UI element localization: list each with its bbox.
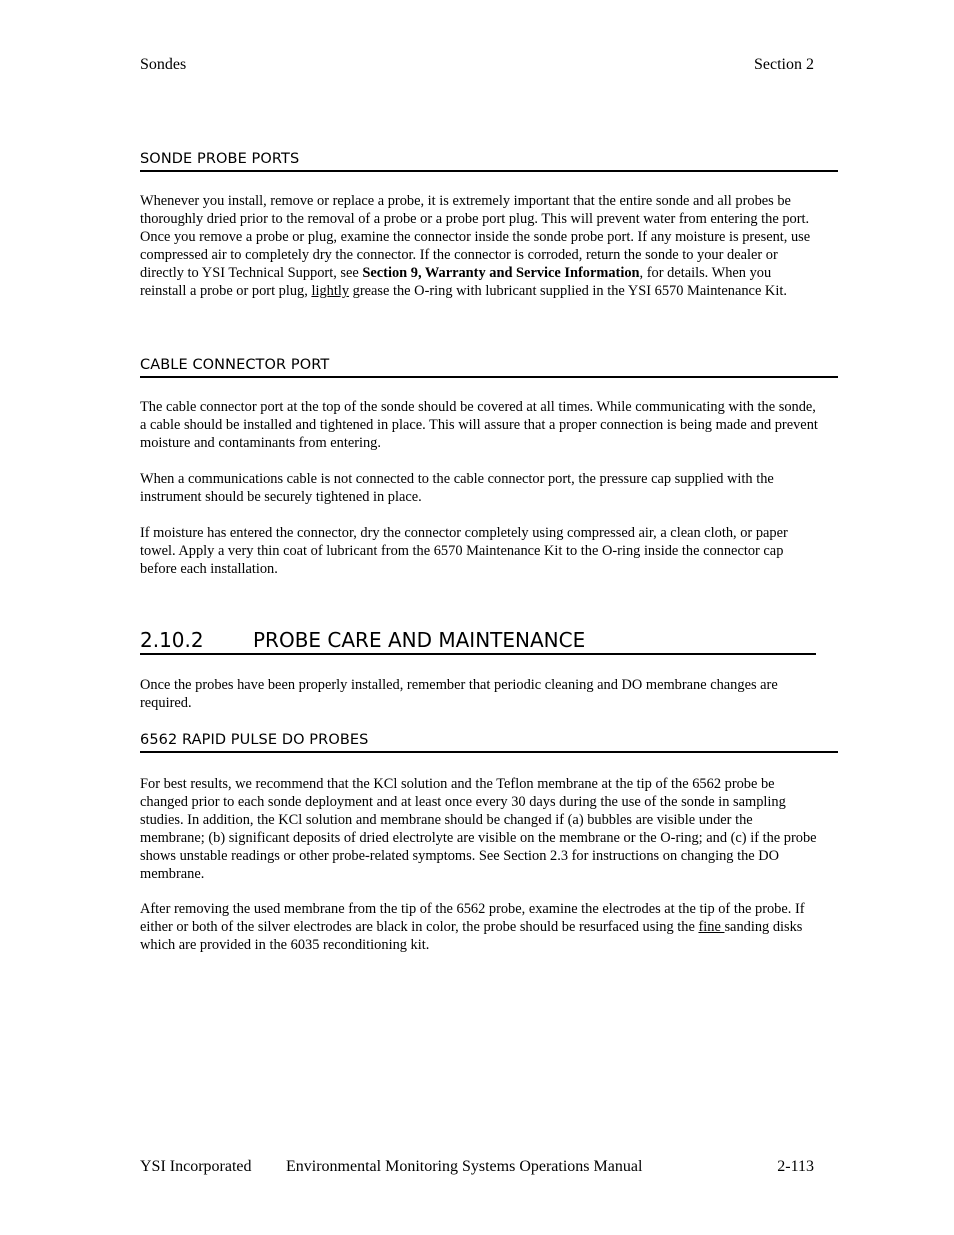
section-title-cable-connector: CABLE CONNECTOR PORT bbox=[140, 357, 838, 378]
paragraph-probe-care: Once the probes have been properly installed, remember that periodic cleaning and DO membrane changes are required. bbox=[140, 677, 778, 711]
footer-page-number: 2-113 bbox=[777, 1158, 814, 1175]
paragraph-cable-3: If moisture has entered the connector, dry the connector completely using compressed air, a clean cloth, or paper towel. Apply a very thin coat of lubricant from the 6570 Maintenance Kit to the O-ring inside the connector cap before each installation. bbox=[140, 525, 788, 577]
section-title-6562: 6562 RAPID PULSE DO PROBES bbox=[140, 732, 838, 753]
footer-company: YSI Incorporated bbox=[140, 1158, 252, 1175]
heading-title: PROBE CARE AND MAINTENANCE bbox=[253, 628, 586, 652]
section-title-probe-ports: SONDE PROBE PORTS bbox=[140, 151, 838, 172]
header-left: Sondes bbox=[140, 56, 187, 73]
paragraph-cable-1: The cable connector port at the top of the sonde should be covered at all times. While communicating with the sonde, a cable should be installed and tightened in place. This will assure that a proper connection is being made and prevent moisture and contaminants from entering. bbox=[140, 399, 818, 451]
emphasis-fine: fine bbox=[698, 919, 725, 935]
heading-probe-care bbox=[140, 628, 816, 655]
heading-number: 2.10.2 bbox=[140, 628, 204, 652]
warranty-reference: Section 9, Warranty and Service Information bbox=[362, 265, 640, 281]
paragraph-6562-2: After removing the used membrane from the tip of the 6562 probe, examine the electrodes at the tip of the probe. If either or both of the silver electrodes are black in color, the probe should be resurfaced using the fine sanding disks which are provided in the 6035 reconditioning kit. bbox=[140, 901, 805, 953]
header-right: Section 2 bbox=[754, 56, 814, 73]
footer-manual-title: Environmental Monitoring Systems Operations Manual bbox=[286, 1158, 643, 1175]
emphasis-lightly: lightly bbox=[311, 283, 350, 299]
paragraph-probe-ports: Whenever you install, remove or replace a probe, it is extremely important that the entire sonde and all probes be thoroughly dried prior to the removal of a probe or a probe port plug. This will prevent water from entering the port. Once you remove a probe or plug, examine the connector inside the sonde probe port. If any moisture is present, use compressed air to completely dry the connector. If the connector is corroded, return the sonde to your dealer or directly to YSI Technical Support, see Section 9, Warranty and Service Information, for details. When you reinstall a probe or port plug, lightly grease the O-ring with lubricant supplied in the YSI 6570 Maintenance Kit. bbox=[140, 193, 811, 299]
paragraph-cable-2: When a communications cable is not connected to the cable connector port, the pressure cap supplied with the instrument should be securely tightened in place. bbox=[140, 471, 774, 505]
paragraph-6562-1: For best results, we recommend that the KCl solution and the Teflon membrane at the tip of the 6562 probe be changed prior to each sonde deployment and at least once every 30 days during the use of the sonde in sampling studies. In addition, the KCl solution and membrane should be changed if (a) bubbles are visible under the membrane; (b) significant deposits of dried electrolyte are visible on the membrane or the O-ring; and (c) if the probe shows unstable readings or other probe-related symptoms. See Section 2.3 for instructions on changing the DO membrane. bbox=[140, 776, 817, 882]
